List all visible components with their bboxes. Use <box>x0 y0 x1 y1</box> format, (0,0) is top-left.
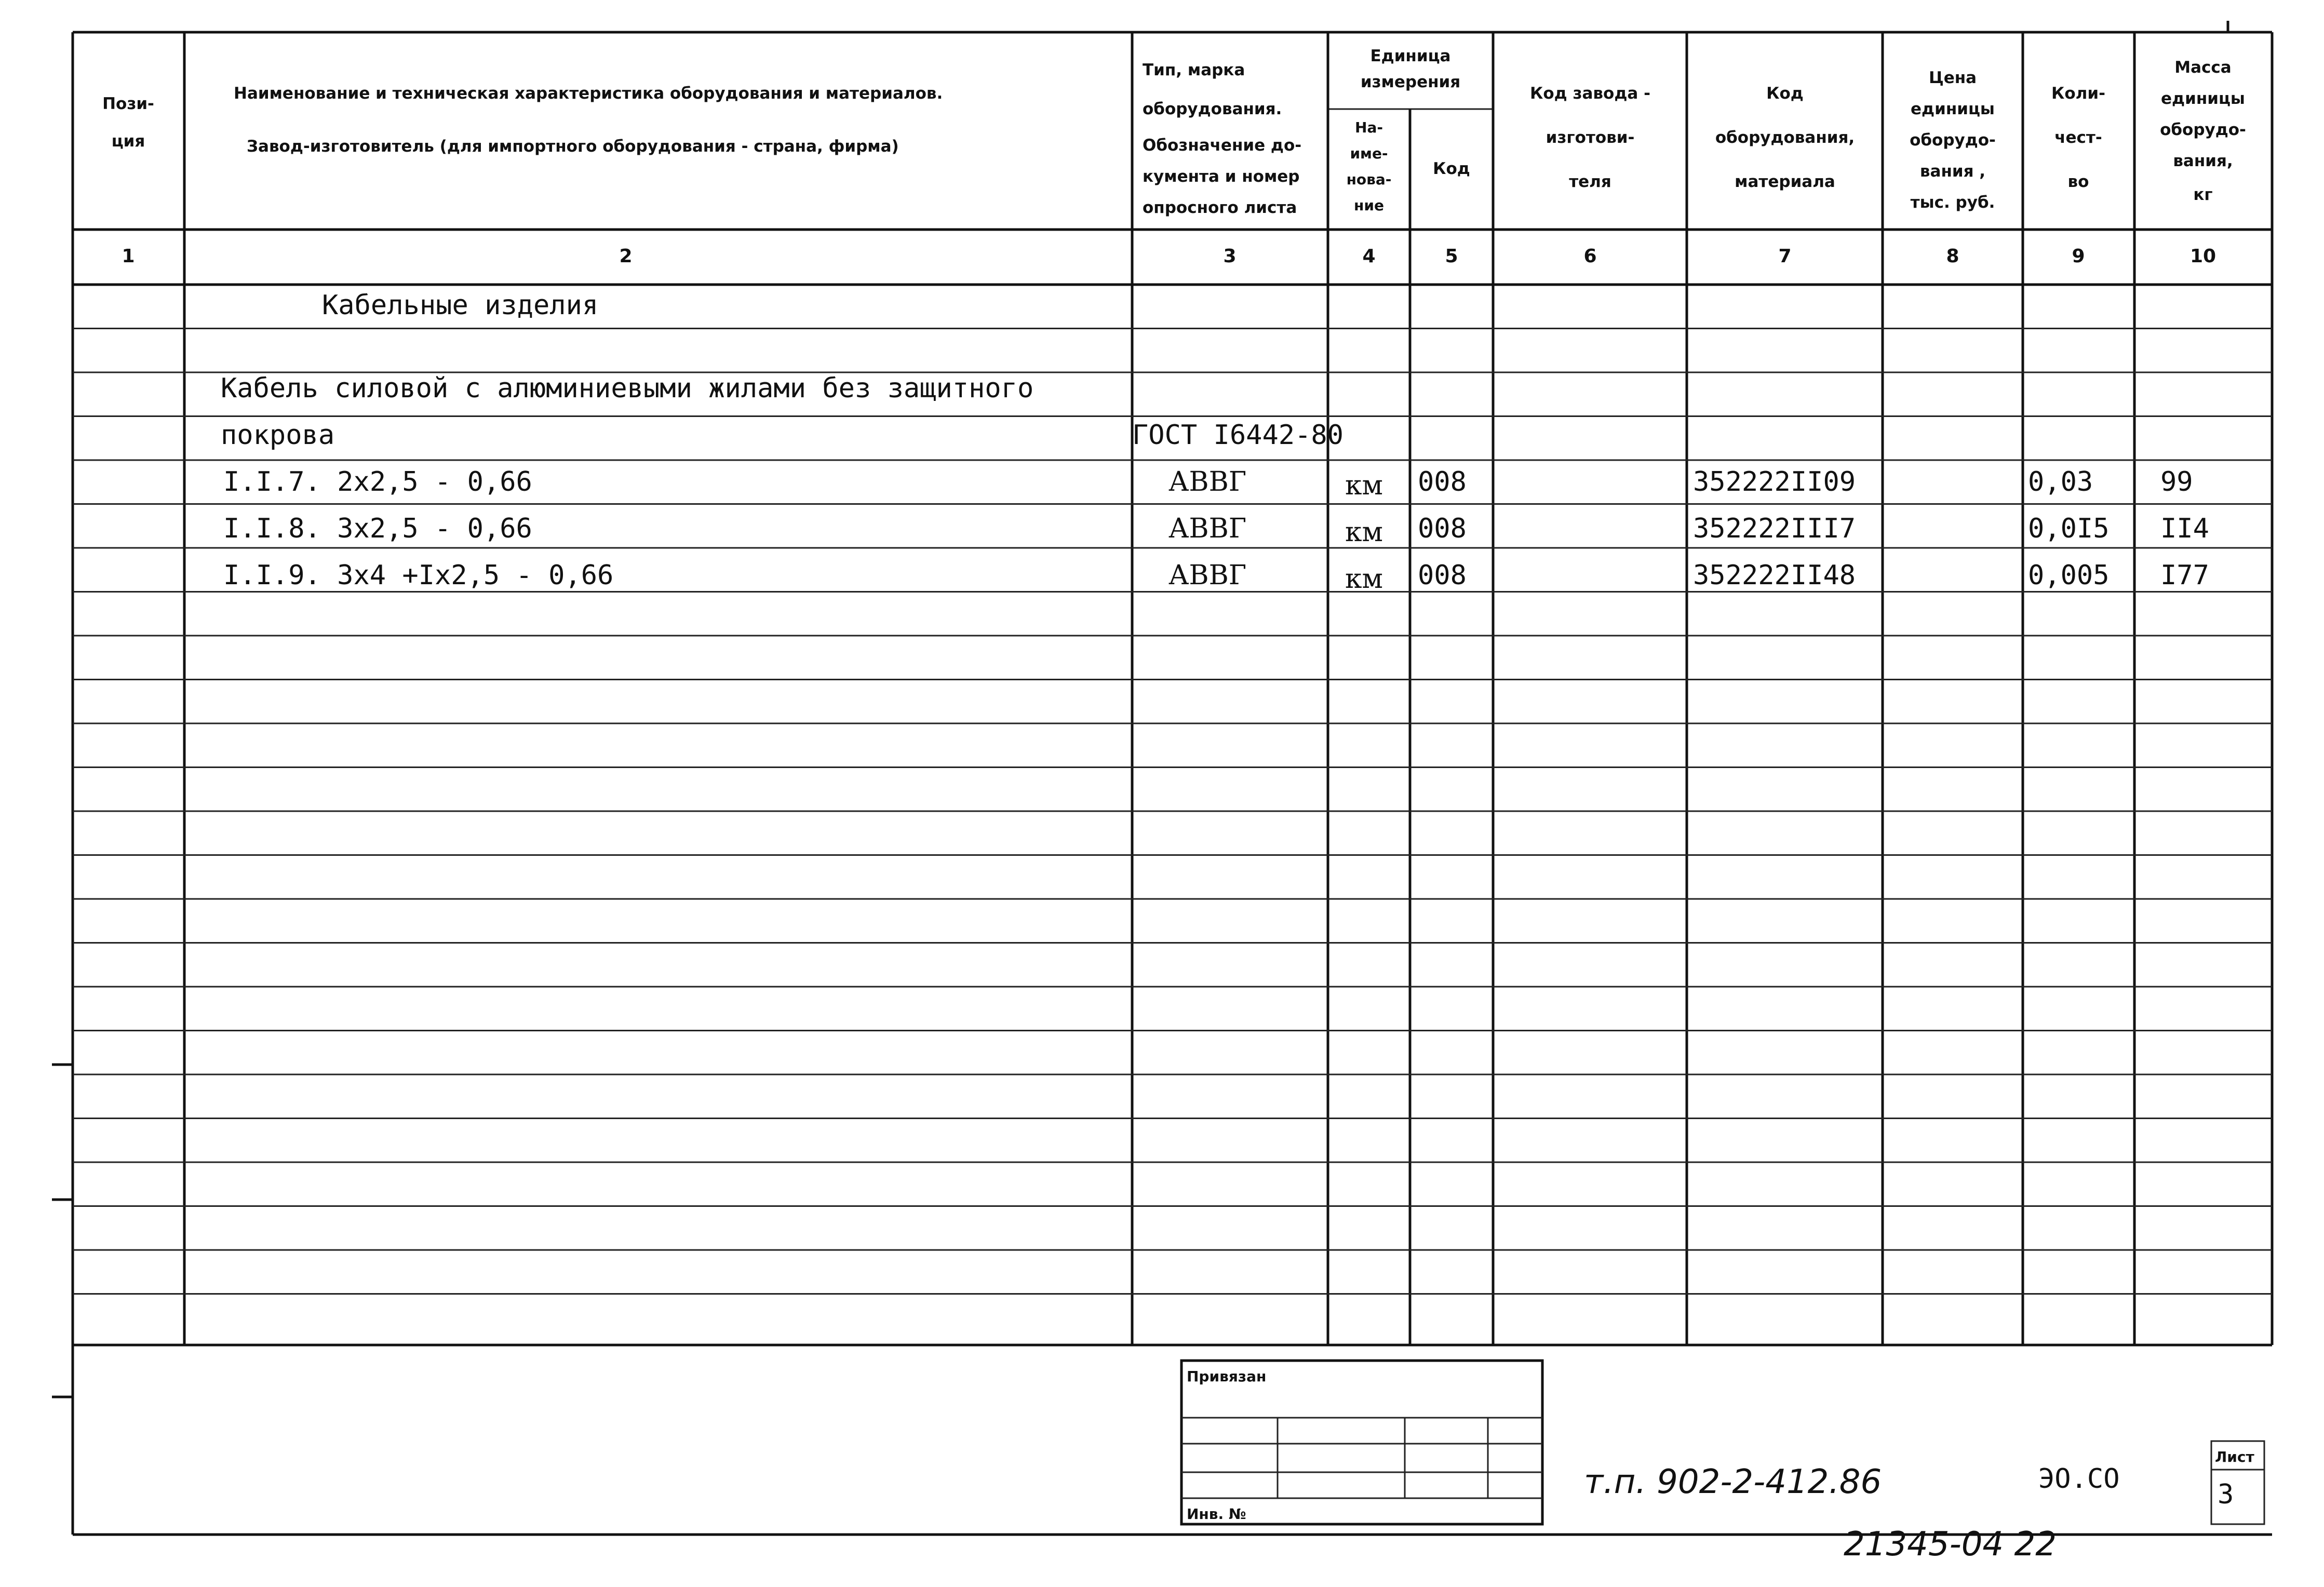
column-number-7: 7 <box>1778 246 1792 267</box>
column-number-row <box>122 246 2216 267</box>
item-code: 352222II48 <box>1693 560 1856 591</box>
item-quantity: 0,0I5 <box>2028 513 2110 544</box>
column-number-1: 1 <box>122 246 135 267</box>
document-code: т.п. 902-2-412.86 <box>1584 1463 1882 1501</box>
table-row <box>223 466 2193 501</box>
header-col9-line2: чест- <box>2054 128 2102 147</box>
column-number-9: 9 <box>2072 246 2085 267</box>
header-col4-line3: нова- <box>1346 171 1392 188</box>
header-col10-line1: Масса <box>2174 58 2232 77</box>
header-col7-line2: оборудования, <box>1715 128 1855 147</box>
header-col6-line1: Код завода - <box>1530 84 1650 103</box>
footer-handwritten-note: 21345-04 22 <box>1844 1525 2057 1564</box>
column-number-3: 3 <box>1223 246 1237 267</box>
description-line2: покрова <box>221 420 335 451</box>
item-mass: 99 <box>2160 466 2193 497</box>
column-number-2: 2 <box>619 246 633 267</box>
item-code: 352222II09 <box>1693 466 1856 497</box>
stamp-inventory-label: Инв. № <box>1187 1505 1246 1523</box>
item-name: I.I.9. 3x4 +Ix2,5 - 0,66 <box>223 560 614 591</box>
header-col6-line2: изготови- <box>1546 128 1635 147</box>
header-col3-line2: оборудования. <box>1143 100 1282 118</box>
header-col10-line3: оборудо- <box>2160 120 2246 139</box>
column-number-8: 8 <box>1946 246 1959 267</box>
table-row <box>223 560 2209 595</box>
item-type: АВВГ <box>1168 466 1247 497</box>
item-type: АВВГ <box>1168 560 1247 591</box>
header-col7-line3: материала <box>1735 172 1835 191</box>
table-frame <box>73 32 2272 1535</box>
item-name: I.I.8. 3x2,5 - 0,66 <box>223 513 532 544</box>
item-name: I.I.7. 2x2,5 - 0,66 <box>223 466 532 497</box>
item-unit-code: 008 <box>1418 560 1467 591</box>
header-col9-line3: во <box>2067 172 2089 191</box>
header-col8-line1: Цена <box>1928 69 1977 87</box>
header-col1-line2: ция <box>111 132 145 151</box>
header-col8-line5: тыс. руб. <box>1910 193 1995 212</box>
item-quantity: 0,005 <box>2028 560 2110 591</box>
header-col5: Код <box>1433 159 1470 178</box>
header-col6-line3: теля <box>1569 172 1611 191</box>
header-col3-line1: Тип, марка <box>1143 61 1245 79</box>
margin-marks <box>52 21 2228 1397</box>
item-unit-code: 008 <box>1418 513 1467 544</box>
header-col10-line5: кг <box>2193 185 2213 204</box>
column-number-4: 4 <box>1362 246 1376 267</box>
section-title: Кабельные изделия <box>322 290 599 321</box>
item-unit: км <box>1345 517 1383 548</box>
header-col3-line5: опросного листа <box>1143 198 1297 217</box>
item-unit-code: 008 <box>1418 466 1467 497</box>
section-code: ЭО.СО <box>2038 1463 2120 1495</box>
table-header <box>102 47 2246 217</box>
header-col4-line2: име- <box>1350 145 1388 162</box>
header-col1-line1: Пози- <box>102 95 154 113</box>
header-col2-line1: Наименование и техническая характеристика оборудования и материалов. <box>234 84 943 103</box>
table-row <box>223 513 2209 548</box>
description-standard: ГОСТ I6442-80 <box>1132 420 1344 451</box>
item-unit: км <box>1345 563 1383 595</box>
item-unit: км <box>1345 470 1383 501</box>
item-quantity: 0,03 <box>2028 466 2093 497</box>
header-col8-line3: оборудо- <box>1910 131 1996 150</box>
column-number-6: 6 <box>1583 246 1597 267</box>
item-mass: II4 <box>2160 513 2209 544</box>
header-col7-line1: Код <box>1766 84 1804 103</box>
column-number-10: 10 <box>2189 246 2216 267</box>
header-col10-line2: единицы <box>2161 89 2245 108</box>
header-col3-line4: кумента и номер <box>1143 167 1300 186</box>
header-unit-line1: Единица <box>1370 47 1451 65</box>
column-number-5: 5 <box>1445 246 1458 267</box>
item-mass: I77 <box>2160 560 2209 591</box>
description-line1: Кабель силовой с алюминиевыми жилами без защитного <box>221 373 1034 404</box>
item-type: АВВГ <box>1168 513 1247 544</box>
header-col8-line4: вания , <box>1919 162 1986 181</box>
header-col10-line4: вания, <box>2173 152 2233 170</box>
title-block <box>1181 1361 2264 1524</box>
header-unit-line2: измерения <box>1360 73 1461 91</box>
header-col4-line4: ние <box>1354 197 1384 214</box>
table-body <box>221 290 2209 595</box>
sheet-label: Лист <box>2215 1448 2254 1465</box>
header-col9-line1: Коли- <box>2051 84 2105 103</box>
sheet-number: 3 <box>2218 1479 2234 1510</box>
header-col2-line2: Завод-изготовитель (для импортного оборудования - страна, фирма) <box>247 137 899 156</box>
item-code: 352222III7 <box>1693 513 1856 544</box>
header-col3-line3: Обозначение до- <box>1143 136 1302 155</box>
header-col4-line1: На- <box>1355 119 1383 136</box>
header-col8-line2: единицы <box>1911 100 1995 118</box>
stamp-linked-label: Привязан <box>1187 1368 1267 1385</box>
